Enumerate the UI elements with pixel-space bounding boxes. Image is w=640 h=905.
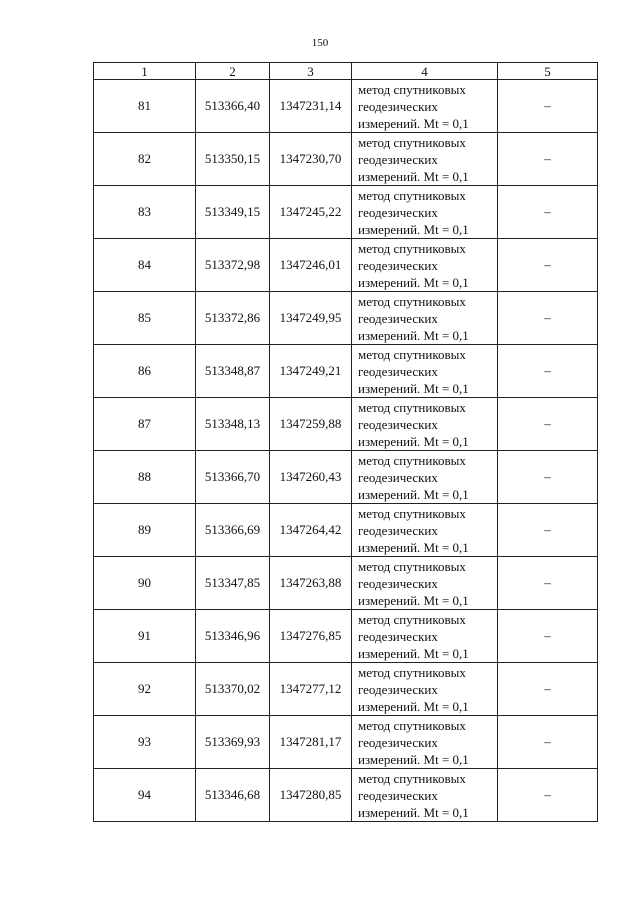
x-coordinate-cell: 513372,98 [196,239,270,292]
method-line: геодезических [358,734,438,750]
method-cell [352,186,498,239]
point-number-cell: 82 [94,133,196,186]
note-cell: – [498,186,598,239]
coordinates-table [93,62,598,822]
point-number-cell: 91 [94,610,196,663]
method-cell [352,504,498,557]
method-line: измерений. Mt = 0,1 [358,115,469,131]
note-cell: – [498,610,598,663]
method-cell [352,557,498,610]
method-cell [352,663,498,716]
y-coordinate-cell: 1347280,85 [270,769,352,822]
column-header-4: 4 [352,63,498,80]
note-cell: – [498,504,598,557]
x-coordinate-cell: 513347,85 [196,557,270,610]
point-number-cell: 88 [94,451,196,504]
table-row [94,663,598,716]
note-cell: – [498,133,598,186]
method-line: измерений. Mt = 0,1 [358,698,469,714]
table-row [94,769,598,822]
method-line: метод спутниковых [358,611,466,627]
note-cell: – [498,663,598,716]
method-line: метод спутниковых [358,664,466,680]
x-coordinate-cell: 513366,70 [196,451,270,504]
y-coordinate-cell: 1347249,95 [270,292,352,345]
method-cell [352,398,498,451]
x-coordinate-cell: 513366,69 [196,504,270,557]
x-coordinate-cell: 513346,96 [196,610,270,663]
point-number-cell: 85 [94,292,196,345]
method-line: метод спутниковых [358,505,466,521]
method-cell [352,239,498,292]
note-cell: – [498,716,598,769]
note-cell: – [498,398,598,451]
y-coordinate-cell: 1347231,14 [270,80,352,133]
point-number-cell: 84 [94,239,196,292]
method-line: метод спутниковых [358,346,466,362]
method-line: геодезических [358,310,438,326]
method-line: измерений. Mt = 0,1 [358,433,469,449]
note-cell: – [498,451,598,504]
method-line: измерений. Mt = 0,1 [358,645,469,661]
method-line: геодезических [358,151,438,167]
y-coordinate-cell: 1347276,85 [270,610,352,663]
header-row [94,63,598,80]
method-line: метод спутниковых [358,81,466,97]
method-line: метод спутниковых [358,452,466,468]
table-body [94,80,598,822]
x-coordinate-cell: 513369,93 [196,716,270,769]
x-coordinate-cell: 513372,86 [196,292,270,345]
method-line: геодезических [358,257,438,273]
table-row [94,239,598,292]
method-line: геодезических [358,469,438,485]
method-line: метод спутниковых [358,134,466,150]
table-row [94,716,598,769]
method-line: метод спутниковых [358,399,466,415]
method-line: измерений. Mt = 0,1 [358,804,469,820]
page-number: 150 [311,37,329,49]
column-header-2: 2 [196,63,270,80]
x-coordinate-cell: 513349,15 [196,186,270,239]
table-row [94,80,598,133]
y-coordinate-cell: 1347246,01 [270,239,352,292]
y-coordinate-cell: 1347260,43 [270,451,352,504]
method-line: геодезических [358,628,438,644]
method-line: геодезических [358,363,438,379]
method-line: измерений. Mt = 0,1 [358,539,469,555]
y-coordinate-cell: 1347245,22 [270,186,352,239]
table-row [94,345,598,398]
table-row [94,451,598,504]
x-coordinate-cell: 513370,02 [196,663,270,716]
method-cell [352,716,498,769]
method-cell [352,80,498,133]
table-row [94,504,598,557]
x-coordinate-cell: 513346,68 [196,769,270,822]
y-coordinate-cell: 1347277,12 [270,663,352,716]
method-cell [352,451,498,504]
method-line: измерений. Mt = 0,1 [358,327,469,343]
method-line: метод спутниковых [358,187,466,203]
method-cell [352,769,498,822]
method-line: измерений. Mt = 0,1 [358,168,469,184]
x-coordinate-cell: 513348,13 [196,398,270,451]
method-line: геодезических [358,416,438,432]
table-row [94,610,598,663]
method-cell [352,292,498,345]
table-row [94,557,598,610]
method-line: метод спутниковых [358,558,466,574]
y-coordinate-cell: 1347230,70 [270,133,352,186]
table-row [94,292,598,345]
note-cell: – [498,239,598,292]
note-cell: – [498,80,598,133]
method-line: измерений. Mt = 0,1 [358,592,469,608]
x-coordinate-cell: 513366,40 [196,80,270,133]
table-row [94,133,598,186]
method-line: геодезических [358,522,438,538]
method-cell [352,610,498,663]
method-cell [352,133,498,186]
method-line: измерений. Mt = 0,1 [358,221,469,237]
column-header-1: 1 [94,63,196,80]
x-coordinate-cell: 513350,15 [196,133,270,186]
method-line: геодезических [358,575,438,591]
y-coordinate-cell: 1347249,21 [270,345,352,398]
point-number-cell: 93 [94,716,196,769]
point-number-cell: 94 [94,769,196,822]
note-cell: – [498,292,598,345]
x-coordinate-cell: 513348,87 [196,345,270,398]
method-line: измерений. Mt = 0,1 [358,486,469,502]
method-line: метод спутниковых [358,770,466,786]
method-line: метод спутниковых [358,717,466,733]
note-cell: – [498,557,598,610]
point-number-cell: 90 [94,557,196,610]
method-line: геодезических [358,681,438,697]
method-line: метод спутниковых [358,293,466,309]
y-coordinate-cell: 1347264,42 [270,504,352,557]
method-line: измерений. Mt = 0,1 [358,274,469,290]
point-number-cell: 89 [94,504,196,557]
y-coordinate-cell: 1347281,17 [270,716,352,769]
method-line: измерений. Mt = 0,1 [358,751,469,767]
method-line: измерений. Mt = 0,1 [358,380,469,396]
method-line: геодезических [358,98,438,114]
point-number-cell: 83 [94,186,196,239]
note-cell: – [498,345,598,398]
table-row [94,398,598,451]
y-coordinate-cell: 1347263,88 [270,557,352,610]
point-number-cell: 87 [94,398,196,451]
table-row [94,186,598,239]
note-cell: – [498,769,598,822]
method-line: метод спутниковых [358,240,466,256]
y-coordinate-cell: 1347259,88 [270,398,352,451]
column-header-3: 3 [270,63,352,80]
method-line: геодезических [358,204,438,220]
point-number-cell: 86 [94,345,196,398]
method-line: геодезических [358,787,438,803]
point-number-cell: 92 [94,663,196,716]
method-cell [352,345,498,398]
column-header-5: 5 [498,63,598,80]
point-number-cell: 81 [94,80,196,133]
